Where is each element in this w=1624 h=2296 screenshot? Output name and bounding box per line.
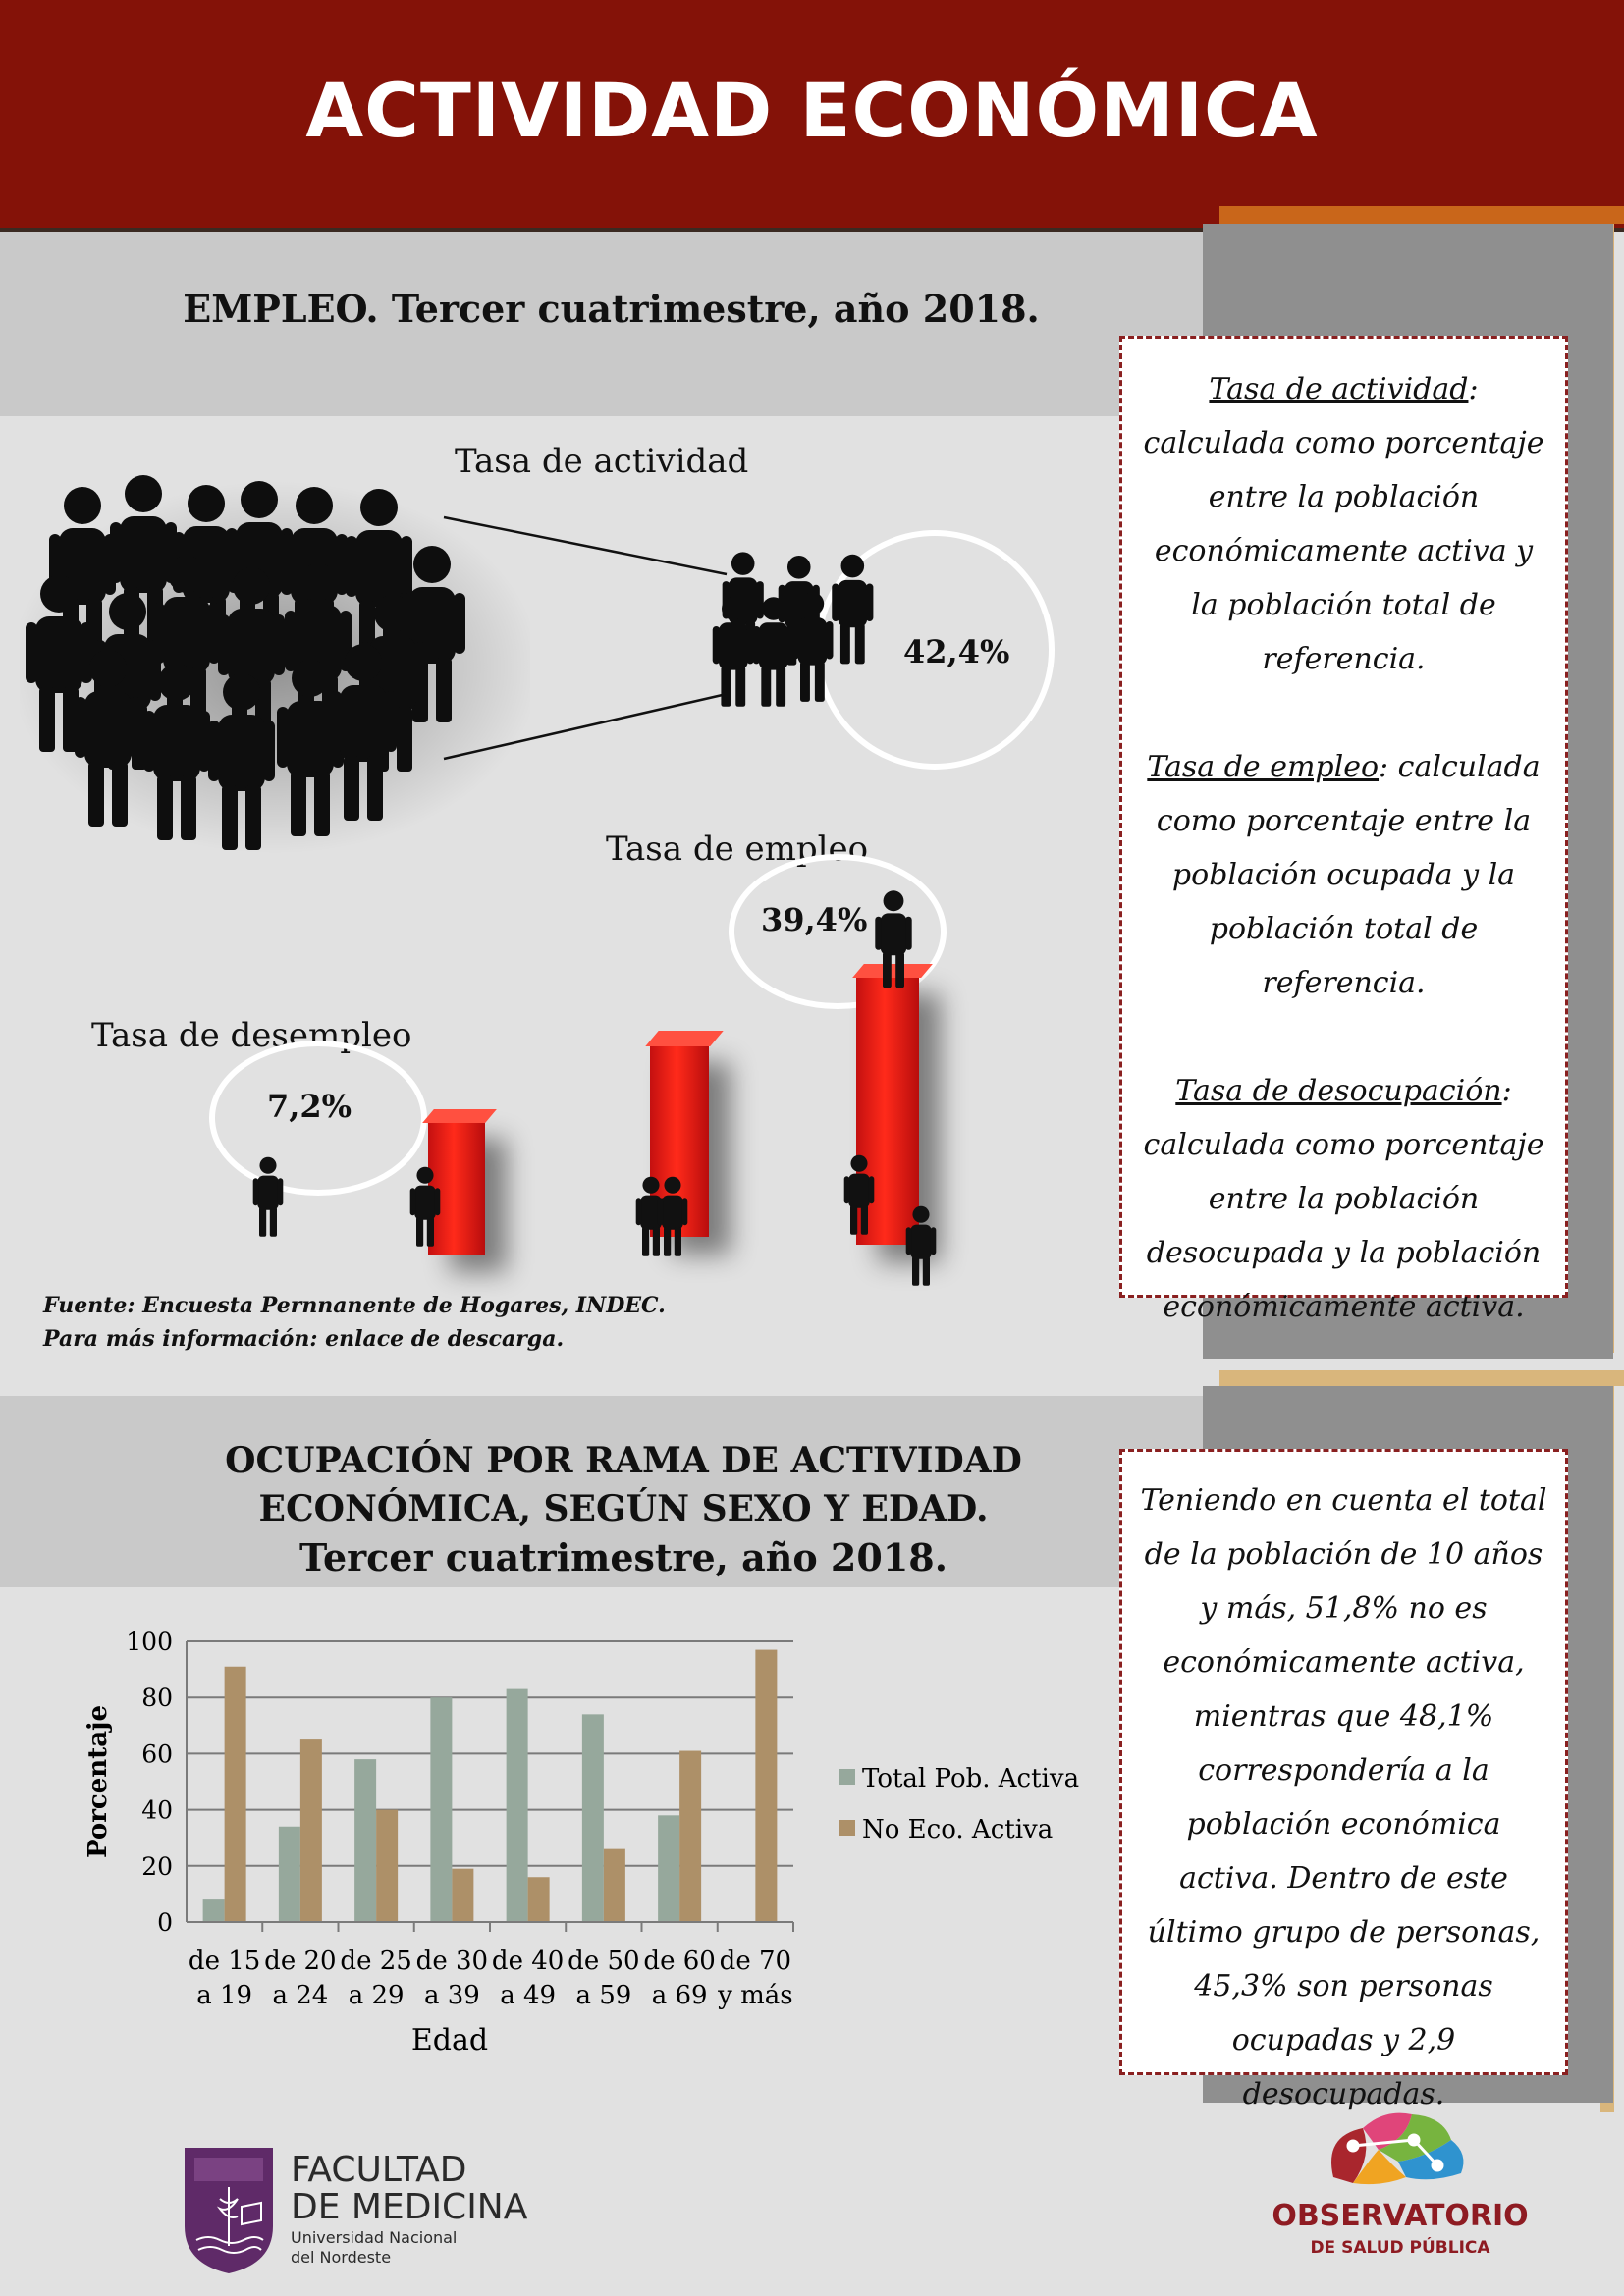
ocupacion-title-line-3: Tercer cuatrimestre, año 2018. [299,1535,947,1579]
x-tick-label: a 39 [423,1981,480,2010]
y-tick-label: 0 [157,1908,173,1937]
x-tick-label: a 29 [348,1981,405,2010]
legend-label: Total Pob. Activa [862,1764,1080,1793]
def-desocupacion-text: : calculada como porcentaje entre la población desocupada y la población económicamente activa. [1143,1074,1544,1324]
observatorio-name-line-2: DE SALUD PÚBLICA [1310,2238,1490,2258]
actividad-value: 42,4% [903,633,1010,670]
observatorio-logo-icon [1324,2107,1471,2187]
desempleo-value: 7,2% [267,1088,352,1125]
legend-swatch [839,1769,855,1785]
x-tick-label: a 59 [575,1981,632,2010]
chart-x-ticks [189,1947,793,2010]
y-tick-label: 40 [141,1795,173,1825]
facultad-logo-icon [185,2148,273,2273]
y-tick-label: 20 [141,1851,173,1881]
def-empleo-text: : calculada como porcentaje entre la población ocupada y la población total de referencia. [1156,750,1541,1000]
bar-total-pob-activa [279,1827,300,1922]
bar-total-pob-activa [203,1899,225,1922]
orange-rail-top [1219,206,1624,224]
bar-people-illustration [245,883,972,1296]
source-line-1: Fuente: Encuesta Pernnanente de Hogares, INDEC. [43,1293,666,1318]
source-note [43,1289,666,1356]
bar-no-eco-activa [679,1751,701,1922]
tan-rail-bottom [1219,1370,1624,1386]
bar-no-eco-activa [604,1849,625,1922]
legend-label: No Eco. Activa [862,1815,1054,1844]
bar-no-eco-activa [225,1667,246,1922]
chart-y-ticks [126,1628,173,1937]
small-group-illustration [709,530,886,707]
ocupacion-note-box [1119,1449,1568,2111]
definitions-box [1119,336,1568,1324]
chart-y-label: Porcentaje [83,1705,113,1858]
chart-x-label: Edad [410,2023,489,2057]
empleo-value: 39,4% [761,901,868,938]
x-tick-label: de 60 [643,1947,716,1976]
bar-no-eco-activa [528,1877,550,1922]
zoom-lines [432,506,746,771]
chart-axes [187,1641,793,1932]
page-title: ACTIVIDAD ECONÓMICA [305,67,1319,154]
bar-total-pob-activa [430,1697,452,1922]
facultad-name-line-2: DE MEDICINA [291,2187,528,2227]
x-tick-label: de 30 [415,1947,489,1976]
bar-total-pob-activa [507,1689,528,1922]
actividad-label: Tasa de actividad [455,442,749,481]
x-tick-label: de 20 [264,1947,337,1976]
y-tick-label: 60 [141,1739,173,1769]
ocupacion-bar-chart [59,1610,1100,2081]
bar-no-eco-activa [452,1869,473,1922]
x-tick-label: de 15 [188,1947,261,1976]
x-tick-label: a 49 [500,1981,557,2010]
ocupacion-title-line-2: ECONÓMICA, SEGÚN SEXO Y EDAD. [258,1488,989,1529]
x-tick-label: de 70 [719,1947,792,1976]
x-tick-label: de 50 [568,1947,640,1976]
ocupacion-title-line-1: OCUPACIÓN POR RAMA DE ACTIVIDAD [225,1440,1022,1481]
facultad-name-line-3: Universidad Nacional [291,2228,458,2247]
chart-gridlines [187,1641,793,1922]
bar-no-eco-activa [376,1810,398,1922]
chart-bars [203,1650,778,1922]
legend-swatch [839,1820,855,1836]
bar-total-pob-activa [582,1714,604,1922]
ocupacion-note: Teniendo en cuenta el total de la población de 10 años y más, 51,8% no es económicamente activa, mientras que 48,1% correspondería a la población económica activa. Dentro de este último grupo de personas, 45,3% son personas ocupadas y 2,9 desocupadas. [1140,1483,1547,2111]
def-actividad-text: : calculada como porcentaje entre la población económicamente activa y la población total de referencia. [1143,372,1544,676]
chart-legend [839,1764,1079,1844]
bar-no-eco-activa [300,1739,322,1922]
bar-no-eco-activa [755,1650,777,1922]
bar-total-pob-activa [354,1759,376,1922]
y-tick-label: 100 [126,1628,173,1656]
def-desocupacion-term: Tasa de desocupación [1175,1074,1502,1108]
bar-total-pob-activa [658,1815,679,1922]
empleo-title: EMPLEO. Tercer cuatrimestre, año 2018. [183,287,1040,331]
source-line-2: Para más información: enlace de descarga. [43,1326,565,1352]
x-tick-label: de 25 [340,1947,412,1976]
x-tick-label: a 69 [651,1981,708,2010]
empleo-label: Tasa de empleo [606,829,869,869]
def-actividad-term: Tasa de actividad [1209,372,1469,406]
ocupacion-title [0,1437,1247,1581]
x-tick-label: y más [718,1981,793,2010]
desempleo-label: Tasa de desempleo [91,1016,412,1055]
def-empleo-term: Tasa de empleo [1147,750,1380,784]
observatorio-name-line-1: OBSERVATORIO [1272,2199,1529,2233]
facultad-name-line-1: FACULTAD [291,2150,467,2190]
x-tick-label: a 24 [272,1981,329,2010]
x-tick-label: de 40 [491,1947,565,1976]
y-tick-label: 80 [141,1683,173,1713]
facultad-name-line-4: del Nordeste [291,2248,392,2267]
x-tick-label: a 19 [196,1981,253,2010]
